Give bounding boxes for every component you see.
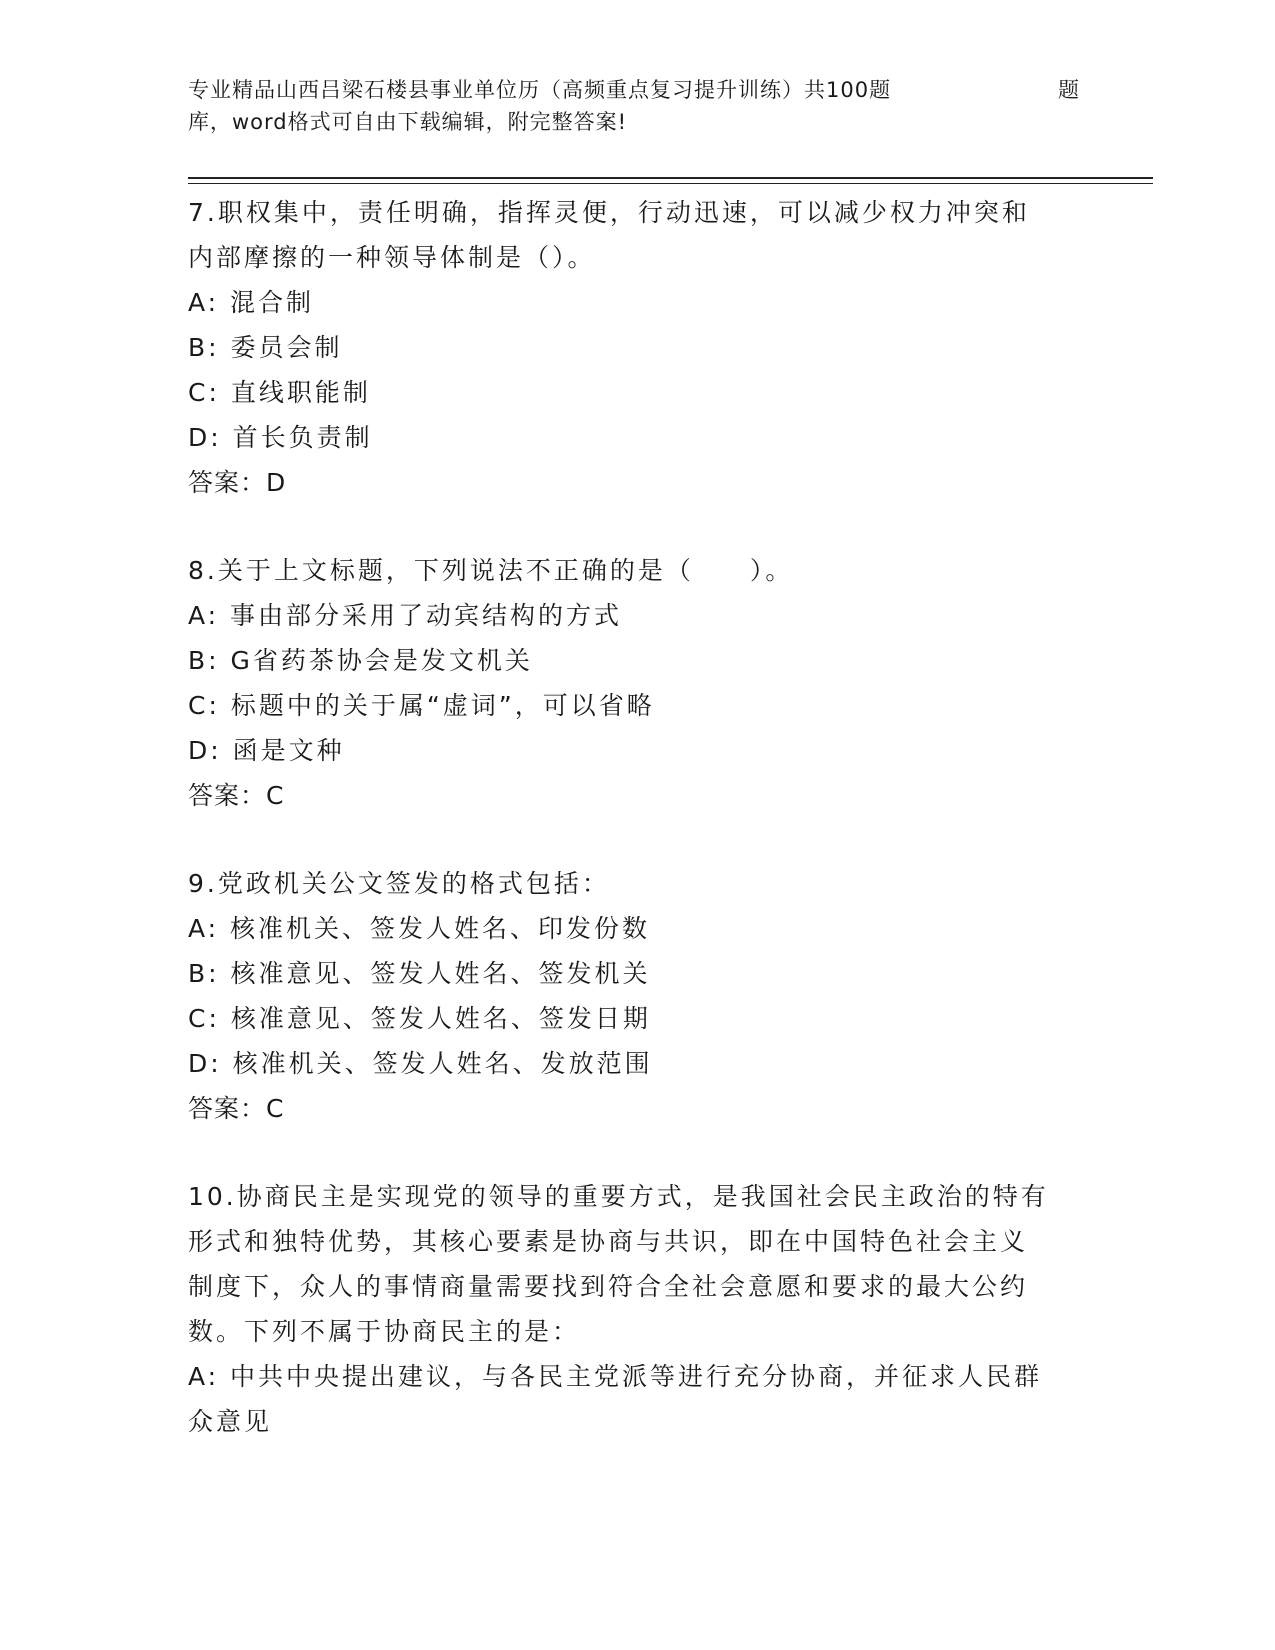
question-text: 10.协商民主是实现党的领导的重要方式，是我国社会民主政治的特有 <box>188 1182 1049 1211</box>
option-d: D: 首长负责制 <box>188 423 373 452</box>
option-b: B: 委员会制 <box>188 333 343 362</box>
question-text: 8.关于上文标题，下列说法不正确的是（ ）。 <box>188 556 794 585</box>
document-header <box>188 74 1088 138</box>
question-text: 内部摩擦的一种领导体制是（）。 <box>188 243 596 272</box>
header-row-1 <box>188 74 1088 106</box>
header-divider-thin <box>188 183 1153 184</box>
header-title-line1: 专业精品山西吕梁石楼县事业单位历（高频重点复习提升训练）共100题 <box>188 78 892 102</box>
option-a-continued: 众意见 <box>188 1407 273 1436</box>
option-b: B: G省药茶协会是发文机关 <box>188 646 533 675</box>
header-divider-thick <box>188 177 1153 179</box>
question-8 <box>188 548 1088 818</box>
option-c: C: 核准意见、签发人姓名、签发日期 <box>188 1004 651 1033</box>
question-text: 7.职权集中，责任明确，指挥灵便，行动迅速，可以减少权力冲突和 <box>188 198 1030 227</box>
option-a: A: 中共中央提出建议，与各民主党派等进行充分协商，并征求人民群 <box>188 1362 1043 1391</box>
question-text: 制度下，众人的事情商量需要找到符合全社会意愿和要求的最大公约 <box>188 1272 1029 1301</box>
answer: 答案：C <box>188 1094 285 1123</box>
question-text: 形式和独特优势，其核心要素是协商与共识，即在中国特色社会主义 <box>188 1227 1029 1256</box>
question-list <box>188 190 1088 1444</box>
answer: 答案：C <box>188 781 285 810</box>
answer: 答案：D <box>188 468 287 497</box>
header-title-line1-end: 题 <box>1058 78 1080 102</box>
option-c: C: 标题中的关于属“虚词”，可以省略 <box>188 691 655 720</box>
question-7 <box>188 190 1088 505</box>
option-c: C: 直线职能制 <box>188 378 371 407</box>
header-title-line2: 库，word格式可自由下载编辑，附完整答案! <box>188 110 628 134</box>
option-a: A: 核准机关、签发人姓名、印发份数 <box>188 914 651 943</box>
option-d: D: 函是文种 <box>188 736 345 765</box>
option-a: A: 混合制 <box>188 288 315 317</box>
question-text: 9.党政机关公文签发的格式包括： <box>188 869 610 898</box>
question-text: 数。下列不属于协商民主的是： <box>188 1317 581 1346</box>
header-row-2 <box>188 106 1088 138</box>
question-10 <box>188 1174 1088 1444</box>
question-9 <box>188 861 1088 1131</box>
option-d: D: 核准机关、签发人姓名、发放范围 <box>188 1049 653 1078</box>
option-b: B: 核准意见、签发人姓名、签发机关 <box>188 959 651 988</box>
option-a: A: 事由部分采用了动宾结构的方式 <box>188 601 623 630</box>
